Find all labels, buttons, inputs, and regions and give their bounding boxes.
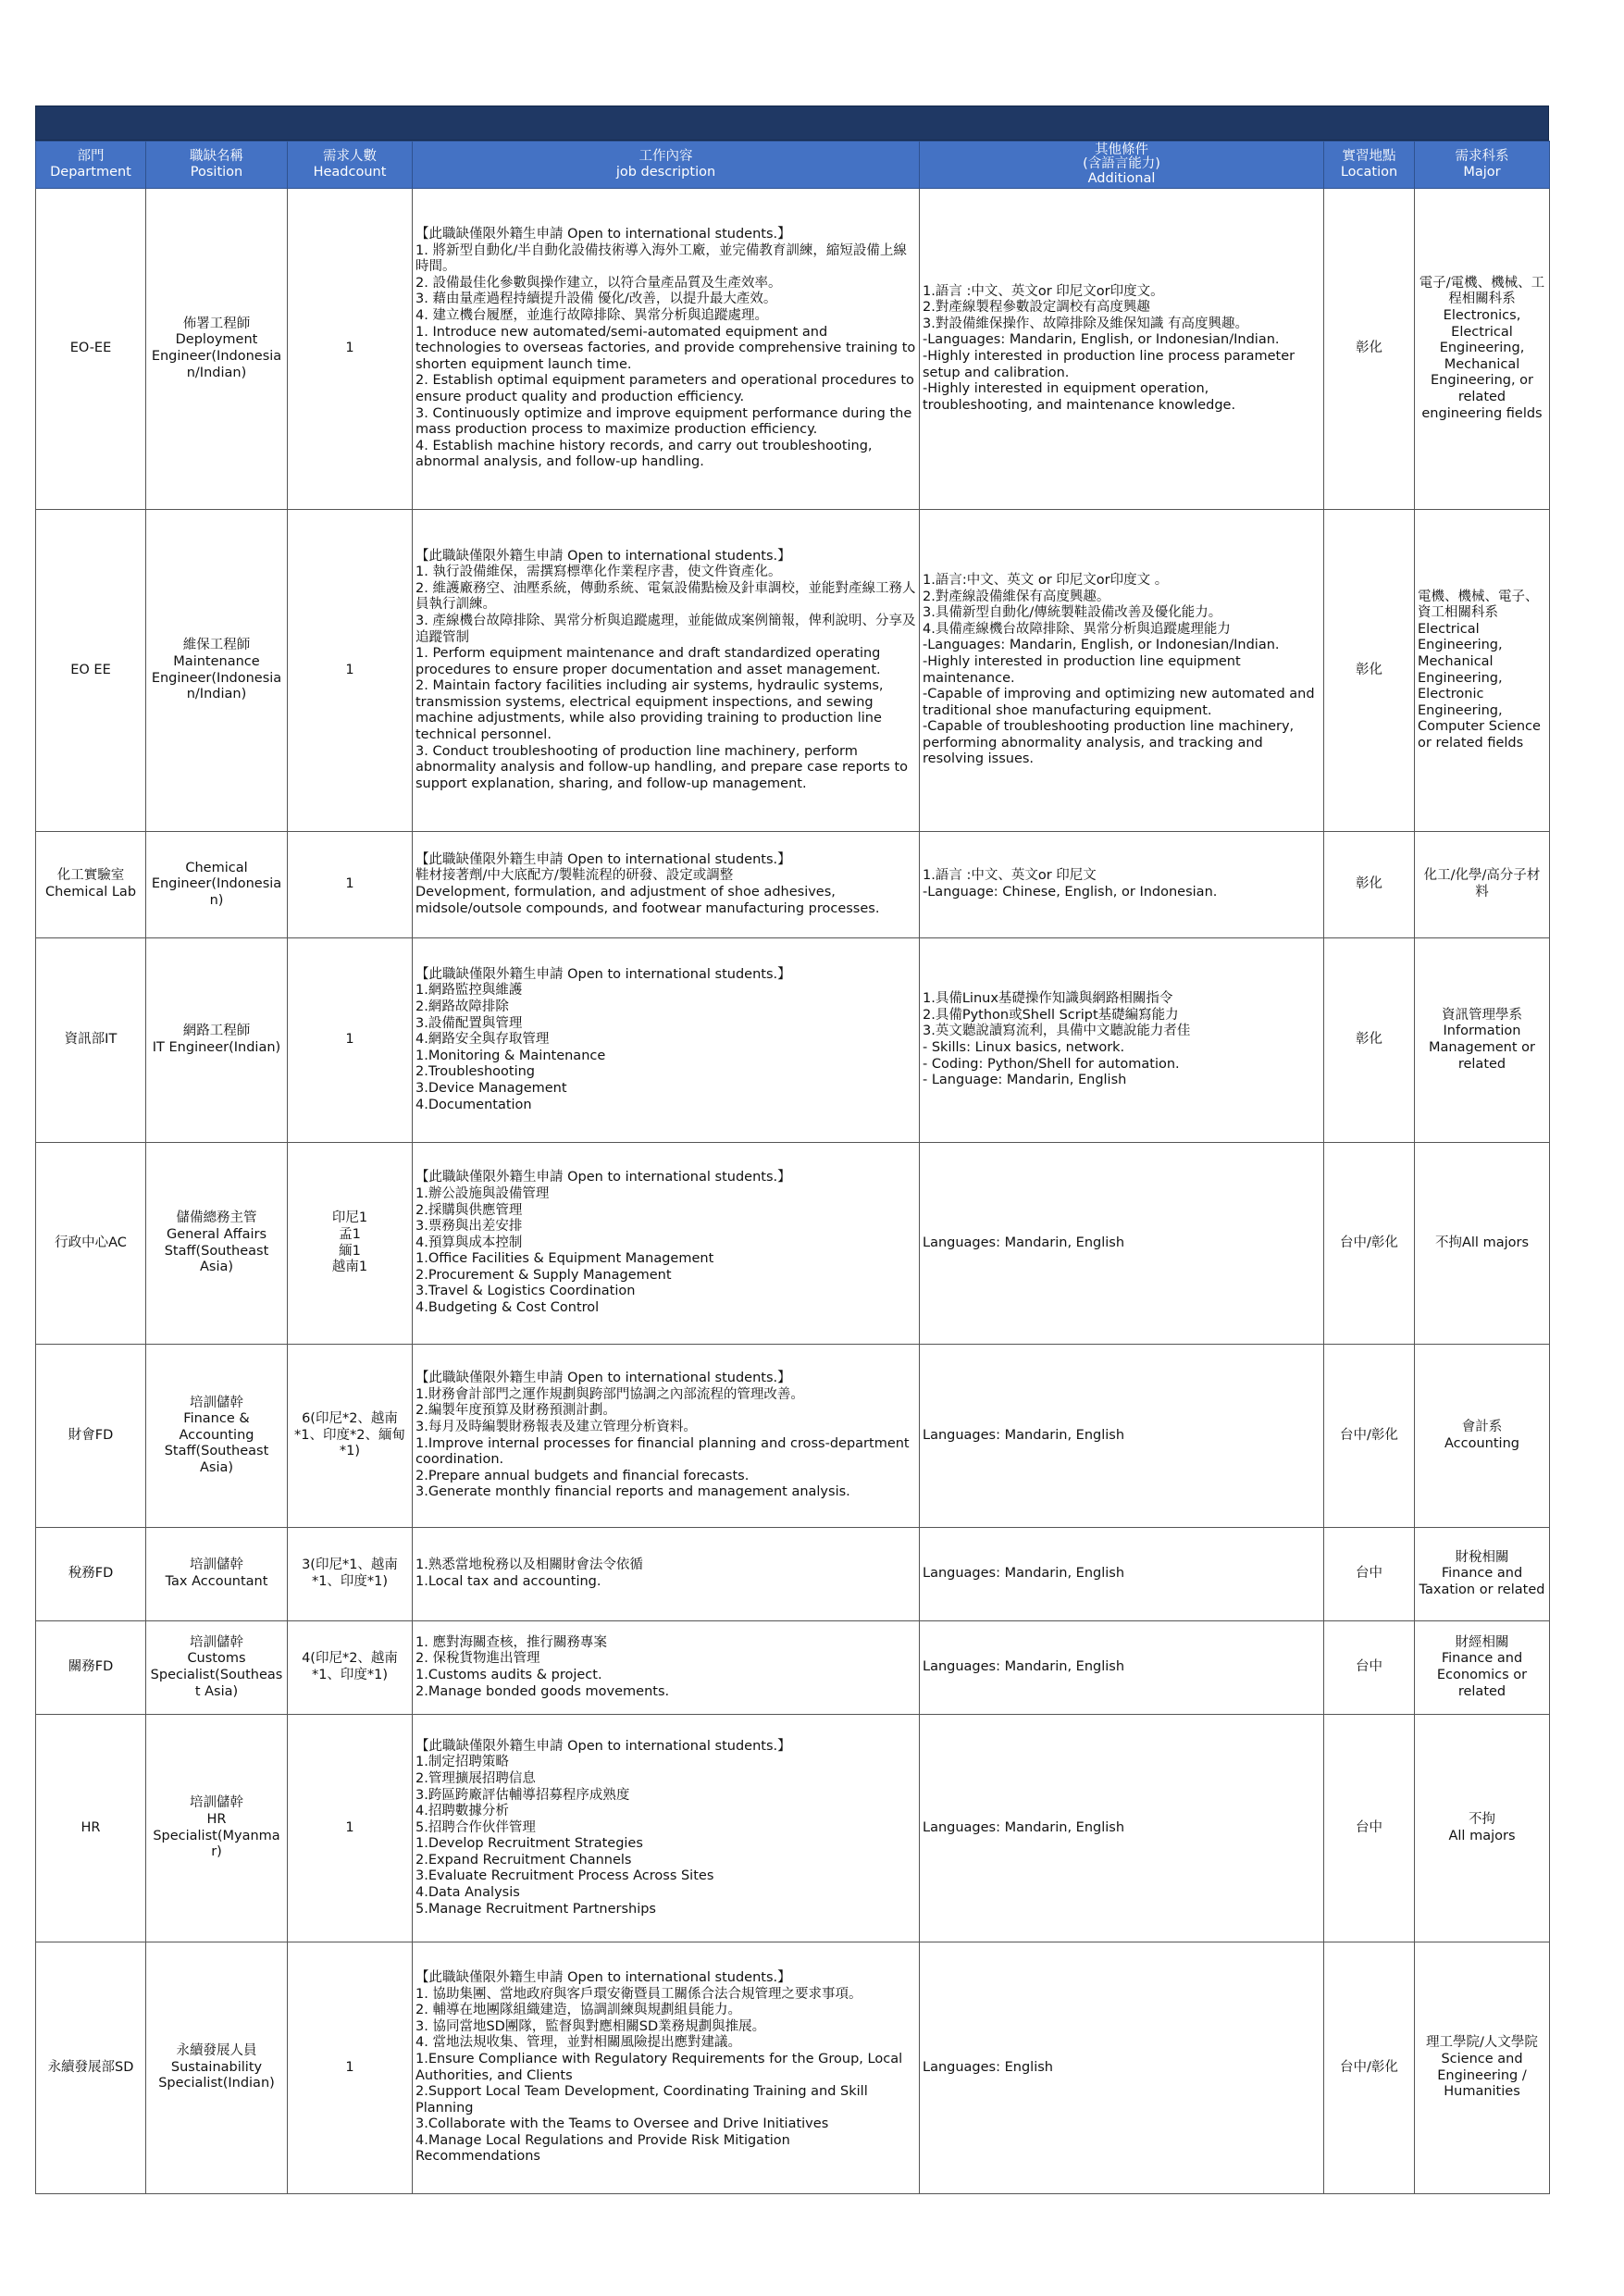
cell-line: 台中/彰化 [1340, 1427, 1398, 1443]
cell-line: 1. 協助集團、當地政府與客戶環安衛暨員工關係合法合規管理之要求事項。 [415, 1986, 862, 2002]
major-cell [1415, 1715, 1550, 1942]
cell-line: 【此職缺僅限外籍生申請 Open to international students.】 [415, 1371, 791, 1386]
additional-cell [920, 1528, 1324, 1621]
table-row [36, 1345, 1550, 1528]
cell-line: n) [209, 892, 224, 908]
cell-line: 孟1 [339, 1226, 361, 1242]
cell-line: 3.對設備維保操作、故障排除及維保知識 有高度興趣。 [923, 316, 1248, 331]
cell-line: 1. 將新型自動化/半自動化設備技術導入海外工廠，並完備教育訓練，縮短設備上線時間。 [415, 242, 907, 275]
headcount-cell [288, 1942, 413, 2194]
position-cell [146, 832, 288, 938]
cell-line: 3. 產線機台故障排除、異常分析與追蹤處理，並能做成案例簡報，俾利說明、分享及追蹤管制 [415, 613, 916, 645]
cell-line: Information Management or related [1429, 1024, 1535, 1072]
department-cell [36, 832, 146, 938]
cell-line: 2.Support Local Team Development, Coordinating Training and Skill Planning [415, 2084, 868, 2116]
cell-line: Maintenance Engineer(Indonesia [151, 653, 282, 686]
cell-line: 資訊管理學系 [1442, 1007, 1522, 1023]
cell-line: 【此職缺僅限外籍生申請 Open to international students.】 [415, 1170, 791, 1185]
cell-line: 3.Generate monthly financial reports and management analysis. [415, 1484, 850, 1500]
cell-line: 6(印尼*2、越南*1、印度*2、緬甸*1) [294, 1411, 405, 1459]
cell-line: 3.跨區跨廠評估輔導招募程序成熟度 [415, 1787, 630, 1803]
cell-line: 3. Continuously optimize and improve equipment performance during the mass production process to maximize production efficiency. [415, 405, 912, 438]
cell-line: n/Indian) [186, 365, 247, 380]
cell-line: 3.Collaborate with the Teams to Oversee and Drive Initiatives [415, 2116, 829, 2132]
job-description-cell [413, 510, 920, 832]
cell-line: -Language: Chinese, English, or Indonesian. [923, 885, 1218, 900]
cell-line: 1.網路監控與維護 [415, 983, 523, 999]
cell-line: 永續發展人員 [176, 2043, 257, 2059]
cell-line: 2.Expand Recruitment Channels [415, 1852, 632, 1868]
cell-line: - Language: Mandarin, English [923, 1073, 1127, 1088]
location-cell [1324, 938, 1415, 1143]
cell-line: 1.制定招聘策略 [415, 1755, 509, 1770]
cell-line: -Languages: Mandarin, English, or Indonesian/Indian. [923, 332, 1280, 348]
headcount-cell [288, 1345, 413, 1528]
cell-line: General Affairs Staff(Southeast Asia) [164, 1226, 269, 1275]
cell-line: 財會FD [68, 1427, 114, 1443]
department-cell [36, 1621, 146, 1715]
cell-line: -Capable of improving and optimizing new automated and traditional shoe manufacturing equipment. [923, 687, 1315, 718]
cell-line: 培訓儲幹 [190, 1634, 243, 1650]
cell-line: 3.票務與出差安排 [415, 1219, 523, 1235]
additional-cell [920, 938, 1324, 1143]
job-description-cell [413, 1528, 920, 1621]
cell-line: 1 [345, 1032, 354, 1048]
headcount-cell [288, 832, 413, 938]
job-description-cell [413, 1345, 920, 1528]
cell-line: 越南1 [331, 1260, 368, 1275]
location-cell [1324, 510, 1415, 832]
cell-line: 行政中心AC [55, 1235, 127, 1250]
table-row [36, 938, 1550, 1143]
headcount-cell [288, 1621, 413, 1715]
table-row [36, 1528, 1550, 1621]
location-cell [1324, 1621, 1415, 1715]
cell-line: 1. 執行設備維保，需撰寫標準化作業程序書，使文件資產化。 [415, 565, 782, 580]
cell-line: 1.語言 :中文、英文or 印尼文or印度文。 [923, 283, 1164, 299]
position-cell [146, 1143, 288, 1345]
cell-line: 1.辦公設施與設備管理 [415, 1185, 550, 1201]
cell-line: 5.Manage Recruitment Partnerships [415, 1901, 656, 1917]
cell-line: 1.財務會計部門之運作規劃與跨部門協調之內部流程的管理改善。 [415, 1386, 804, 1402]
cell-line: 1.Office Facilities & Equipment Management [415, 1251, 714, 1267]
cell-line: 化工實驗室 [56, 868, 125, 884]
job-openings-sheet [35, 105, 1549, 2194]
cell-line: 3.每月及時編製財務報表及建立管理分析資料。 [415, 1419, 697, 1434]
cell-line: 培訓儲幹 [190, 1558, 243, 1573]
header-location: 實習地點 Location [1324, 142, 1415, 189]
cell-line: 不拘All majors [1434, 1235, 1529, 1250]
cell-line: Languages: Mandarin, English [923, 1819, 1125, 1835]
cell-line: 1 [345, 876, 354, 892]
cell-line: 3.Travel & Logistics Coordination [415, 1284, 636, 1299]
additional-cell [920, 1143, 1324, 1345]
cell-line: 4(印尼*2、越南*1、印度*1) [302, 1651, 398, 1682]
cell-line: 2. 保稅貨物進出管理 [415, 1651, 540, 1667]
cell-line: 3. 藉由量產過程持續提升設備 優化/改善，以提升最大產效。 [415, 292, 777, 307]
cell-line: 1 [345, 2059, 354, 2075]
cell-line: EO-EE [69, 341, 112, 356]
cell-line: 1 [345, 662, 354, 677]
cell-line: 2.網路故障排除 [415, 999, 509, 1015]
cell-line: 鞋材接著劑/中大底配方/製鞋流程的研發、設定或調整 [415, 868, 734, 884]
headcount-cell [288, 1715, 413, 1942]
cell-line: 台中 [1356, 1566, 1382, 1582]
additional-cell [920, 1345, 1324, 1528]
job-description-cell [413, 1143, 920, 1345]
cell-line: 2. Establish optimal equipment parameters and operational procedures to ensure product quality and production efficiency. [415, 373, 914, 404]
cell-line: 理工學院/人文學院 [1426, 2035, 1538, 2051]
cell-line: Finance and Economics or related [1436, 1651, 1528, 1699]
cell-line: Languages: Mandarin, English [923, 1659, 1125, 1675]
cell-line: 網路工程師 [182, 1024, 251, 1039]
cell-line: HR Specialist(Myanma [153, 1811, 280, 1843]
cell-line: 3. Conduct troubleshooting of production line machinery, perform abnormality analysis and follow-up handling, and prepare case reports to support explanation, sharing, and follow-up management. [415, 743, 909, 791]
location-cell [1324, 1143, 1415, 1345]
cell-line: 2.Manage bonded goods movements. [415, 1683, 670, 1699]
cell-line: 印尼1 [331, 1210, 368, 1226]
cell-line: -Highly interested in production line process parameter setup and calibration. [923, 349, 1295, 380]
headcount-cell [288, 938, 413, 1143]
position-cell [146, 1942, 288, 2194]
additional-cell [920, 1621, 1324, 1715]
header-headcount: 需求人數 Headcount [288, 142, 413, 189]
cell-line: 4.Documentation [415, 1097, 532, 1112]
department-cell [36, 510, 146, 832]
cell-line: 【此職缺僅限外籍生申請 Open to international students.】 [415, 1969, 791, 1985]
cell-line: 關務FD [68, 1659, 114, 1675]
major-cell [1415, 1528, 1550, 1621]
cell-line: 1.語言 :中文、英文or 印尼文 [923, 868, 1097, 884]
major-cell [1415, 1143, 1550, 1345]
department-cell [36, 189, 146, 510]
cell-line: 緬1 [339, 1243, 361, 1259]
cell-line: 彰化 [1356, 341, 1382, 356]
cell-line: 4. Establish machine history records, and carry out troubleshooting, abnormal analysis, and follow-up handling. [415, 438, 873, 470]
cell-line: 4.Budgeting & Cost Control [415, 1300, 600, 1316]
cell-line: 彰化 [1356, 662, 1382, 677]
department-cell [36, 1715, 146, 1942]
cell-line: 2.對產線製程參數設定調校有高度興趣 [923, 300, 1150, 316]
header-row [36, 142, 1550, 189]
cell-line: 1. Introduce new automated/semi-automated equipment and technologies to overseas factories, and provide comprehensive training to shorten equipment launch time. [415, 324, 916, 372]
cell-line: 維保工程師 [182, 638, 251, 653]
cell-line: 2.具備Python或Shell Script基礎編寫能力 [923, 1007, 1179, 1023]
major-cell [1415, 1345, 1550, 1528]
headcount-cell [288, 189, 413, 510]
header-additional: 其他條件 (含語言能力) Additional [920, 142, 1324, 189]
cell-line: 台中/彰化 [1340, 1235, 1398, 1250]
cell-line: Languages: Mandarin, English [923, 1566, 1125, 1582]
cell-line: 2.Prepare annual budgets and financial forecasts. [415, 1468, 750, 1483]
cell-line: 2.採購與供應管理 [415, 1202, 523, 1218]
cell-line: 【此職缺僅限外籍生申請 Open to international students.】 [415, 1738, 791, 1754]
cell-line: Finance and Taxation or related [1419, 1566, 1545, 1597]
cell-line: Chemical Lab [44, 885, 137, 900]
department-cell [36, 1143, 146, 1345]
position-cell [146, 189, 288, 510]
cell-line: 1. 應對海關查核，推行關務專案 [415, 1634, 607, 1650]
department-cell [36, 938, 146, 1143]
job-description-cell [413, 938, 920, 1143]
job-description-cell [413, 1715, 920, 1942]
cell-line: 3.具備新型自動化/傳統製鞋設備改善及優化能力。 [923, 605, 1222, 621]
cell-line: 培訓儲幹 [190, 1795, 243, 1811]
cell-line: Sustainability Specialist(Indian) [158, 2059, 275, 2091]
cell-line: 【此職缺僅限外籍生申請 Open to international students.】 [415, 851, 791, 867]
cell-line: 1.Monitoring & Maintenance [415, 1048, 606, 1063]
job-description-cell [413, 1942, 920, 2194]
cell-line: All majors [1448, 1828, 1516, 1843]
cell-line: 2. 維護廠務空、油壓系統，傳動系統、電氣設備點檢及針車調校，並能對產線工務人員執行訓練。 [415, 580, 916, 613]
cell-line: Development, formulation, and adjustment of shoe adhesives, midsole/outsole compounds, and footwear manufacturing processes. [415, 885, 880, 916]
major-cell [1415, 1621, 1550, 1715]
cell-line: 5.招聘合作伙伴管理 [415, 1819, 536, 1835]
table-row [36, 1942, 1550, 2194]
cell-line: 3(印尼*1、越南*1、印度*1) [302, 1558, 398, 1589]
cell-line: 台中 [1356, 1659, 1382, 1675]
cell-line: - Coding: Python/Shell for automation. [923, 1056, 1180, 1072]
location-cell [1324, 1528, 1415, 1621]
headcount-cell [288, 1143, 413, 1345]
cell-line: 稅務FD [68, 1566, 114, 1582]
cell-line: Chemical Engineer(Indonesia [151, 860, 282, 892]
headcount-cell [288, 510, 413, 832]
cell-line: 2. 設備最佳化參數與操作建立，以符合量產品質及生產效率。 [415, 275, 782, 291]
cell-line: t Asia) [194, 1683, 239, 1699]
cell-line: Electronics, Electrical Engineering, Mechanical Engineering, or related engineering fields [1421, 308, 1543, 421]
additional-cell [920, 832, 1324, 938]
table-row [36, 1621, 1550, 1715]
additional-cell [920, 189, 1324, 510]
position-cell [146, 1345, 288, 1528]
additional-cell [920, 510, 1324, 832]
header-department: 部門 Department [36, 142, 146, 189]
department-cell [36, 1942, 146, 2194]
cell-line: 1.Ensure Compliance with Regulatory Requirements for the Group, Local Authorities, and Clients [415, 2051, 903, 2083]
cell-line: 1.Local tax and accounting. [415, 1574, 601, 1589]
additional-cell [920, 1715, 1324, 1942]
cell-line: Deployment Engineer(Indonesia [151, 332, 282, 364]
table-row [36, 1715, 1550, 1942]
cell-line: 會計系 [1461, 1419, 1503, 1434]
cell-line: Finance & Accounting Staff(Southeast Asia) [164, 1411, 269, 1475]
job-description-cell [413, 189, 920, 510]
cell-line: 電機、機械、電子、資工相關科系 [1418, 589, 1539, 621]
title-bar [35, 105, 1549, 141]
header-position: 職缺名稱 Position [146, 142, 288, 189]
location-cell [1324, 189, 1415, 510]
cell-line: 2.管理擴展招聘信息 [415, 1770, 536, 1786]
cell-line: 【此職缺僅限外籍生申請 Open to international students.】 [415, 227, 791, 242]
cell-line: 1. Perform equipment maintenance and draft standardized operating procedures to ensure proper documentation and asset management. [415, 646, 881, 677]
cell-line: 資訊部IT [64, 1032, 118, 1048]
cell-line: 培訓儲幹 [190, 1395, 243, 1410]
cell-line: 3.英文聽說讀寫流利，具備中文聽說能力者佳 [923, 1024, 1191, 1039]
cell-line: 4.招聘數據分析 [415, 1804, 509, 1819]
cell-line: Languages: Mandarin, English [923, 1235, 1125, 1250]
cell-line: 2. 輔導在地團隊組織建造，協調訓練與規劃組員能力。 [415, 2003, 741, 2018]
position-cell [146, 510, 288, 832]
cell-line: 1 [345, 341, 354, 356]
cell-line: 1 [345, 1819, 354, 1835]
table-row [36, 189, 1550, 510]
cell-line: IT Engineer(Indian) [152, 1040, 281, 1055]
major-cell [1415, 832, 1550, 938]
cell-line: 彰化 [1356, 876, 1382, 892]
cell-line: Electrical Engineering, Mechanical Engineering, Electronic Engineering, Computer Science or related fields [1418, 621, 1541, 751]
major-cell [1415, 510, 1550, 832]
cell-line: Languages: Mandarin, English [923, 1427, 1125, 1443]
job-description-cell [413, 832, 920, 938]
cell-line: 2. Maintain factory facilities including air systems, hydraulic systems, transmission systems, electrical equipment inspections, and sewing machine adjustments, while also providing training to production line technical personnel. [415, 678, 884, 743]
location-cell [1324, 1345, 1415, 1528]
cell-line: 化工/化學/高分子材料 [1423, 868, 1541, 900]
cell-line: 4. 當地法規收集、管理，並對相關風險提出應對建議。 [415, 2035, 741, 2051]
cell-line: 3.設備配置與管理 [415, 1015, 523, 1031]
cell-line: HR [81, 1819, 101, 1835]
table-row [36, 510, 1550, 832]
position-cell [146, 1715, 288, 1942]
cell-line: 4.預算與成本控制 [415, 1235, 523, 1250]
header-major: 需求科系 Major [1415, 142, 1550, 189]
cell-line: 台中 [1356, 1819, 1382, 1835]
position-cell [146, 938, 288, 1143]
cell-line: 4.Data Analysis [415, 1885, 520, 1901]
cell-line: 3.Evaluate Recruitment Process Across Sites [415, 1868, 714, 1884]
position-cell [146, 1621, 288, 1715]
cell-line: 1.Improve internal processes for financial planning and cross-department coordination. [415, 1435, 910, 1468]
cell-line: 1.具備Linux基礎操作知識與網路相關指令 [923, 991, 1173, 1007]
cell-line: Accounting [1444, 1435, 1519, 1451]
cell-line: Tax Accountant [165, 1574, 268, 1589]
location-cell [1324, 832, 1415, 938]
department-cell [36, 1345, 146, 1528]
cell-line: -Capable of troubleshooting production line machinery, performing abnormality analysis, and tracking and resolving issues. [923, 719, 1295, 767]
cell-line: 永續發展部SD [47, 2059, 134, 2075]
cell-line: 1.Customs audits & project. [415, 1668, 602, 1682]
cell-line: 財稅相關 [1455, 1549, 1509, 1565]
table-row [36, 832, 1550, 938]
cell-line: 2.Procurement & Supply Management [415, 1267, 672, 1283]
cell-line: n/Indian) [186, 687, 247, 702]
header-job-description: 工作內容 job description [413, 142, 920, 189]
cell-line: 4.Manage Local Regulations and Provide Risk Mitigation Recommendations [415, 2132, 790, 2165]
cell-line: 台中/彰化 [1340, 2059, 1398, 2075]
cell-line: 3.Device Management [415, 1080, 567, 1096]
cell-line: 4.具備產線機台故障排除、異常分析與追蹤處理能力 [923, 621, 1231, 637]
major-cell [1415, 189, 1550, 510]
cell-line: 2.對產線設備維保有高度興趣。 [923, 589, 1110, 604]
major-cell [1415, 1942, 1550, 2194]
location-cell [1324, 1942, 1415, 2194]
cell-line: -Languages: Mandarin, English, or Indonesian/Indian. [923, 638, 1280, 653]
position-cell [146, 1528, 288, 1621]
cell-line: EO EE [70, 662, 111, 677]
cell-line: 彰化 [1356, 1032, 1382, 1048]
cell-line: 4.網路安全與存取管理 [415, 1032, 550, 1048]
cell-line: 3. 協同當地SD團隊，監督與對應相關SD業務規劃與推展。 [415, 2018, 766, 2034]
job-table [35, 141, 1550, 2194]
cell-line: 1.熟悉當地稅務以及相關財會法令依循 [415, 1558, 643, 1573]
major-cell [1415, 938, 1550, 1143]
cell-line: -Highly interested in equipment operation, troubleshooting, and maintenance knowledge. [923, 381, 1236, 413]
additional-cell [920, 1942, 1324, 2194]
cell-line: 1.語言:中文、英文 or 印尼文or印度文 。 [923, 572, 1169, 588]
cell-line: 4. 建立機台履歷，並進行故障排除、異常分析與追蹤處理。 [415, 308, 768, 324]
table-row [36, 1143, 1550, 1345]
cell-line: 不拘 [1469, 1811, 1495, 1827]
department-cell [36, 1528, 146, 1621]
cell-line: 2.Troubleshooting [415, 1064, 536, 1080]
job-rows [36, 189, 1550, 2194]
cell-line: Science and Engineering / Humanities [1437, 2051, 1527, 2100]
cell-line: 2.編製年度預算及財務預測計劃。 [415, 1403, 616, 1419]
headcount-cell [288, 1528, 413, 1621]
cell-line: 電子/電機、機械、工程相關科系 [1419, 275, 1545, 307]
cell-line: r) [211, 1844, 222, 1860]
cell-line: -Highly interested in production line equipment maintenance. [923, 653, 1241, 686]
cell-line: 1.Develop Recruitment Strategies [415, 1836, 643, 1852]
job-description-cell [413, 1621, 920, 1715]
location-cell [1324, 1715, 1415, 1942]
cell-line: Languages: English [923, 2059, 1053, 2075]
cell-line: 佈署工程師 [182, 316, 251, 331]
cell-line: 【此職缺僅限外籍生申請 Open to international students.】 [415, 966, 791, 982]
cell-line: 儲備總務主管 [176, 1210, 257, 1226]
cell-line: Customs Specialist(Southeas [150, 1651, 283, 1682]
cell-line: 【此職缺僅限外籍生申請 Open to international students.】 [415, 548, 791, 564]
cell-line: - Skills: Linux basics, network. [923, 1040, 1125, 1055]
cell-line: 財經相關 [1455, 1634, 1509, 1650]
